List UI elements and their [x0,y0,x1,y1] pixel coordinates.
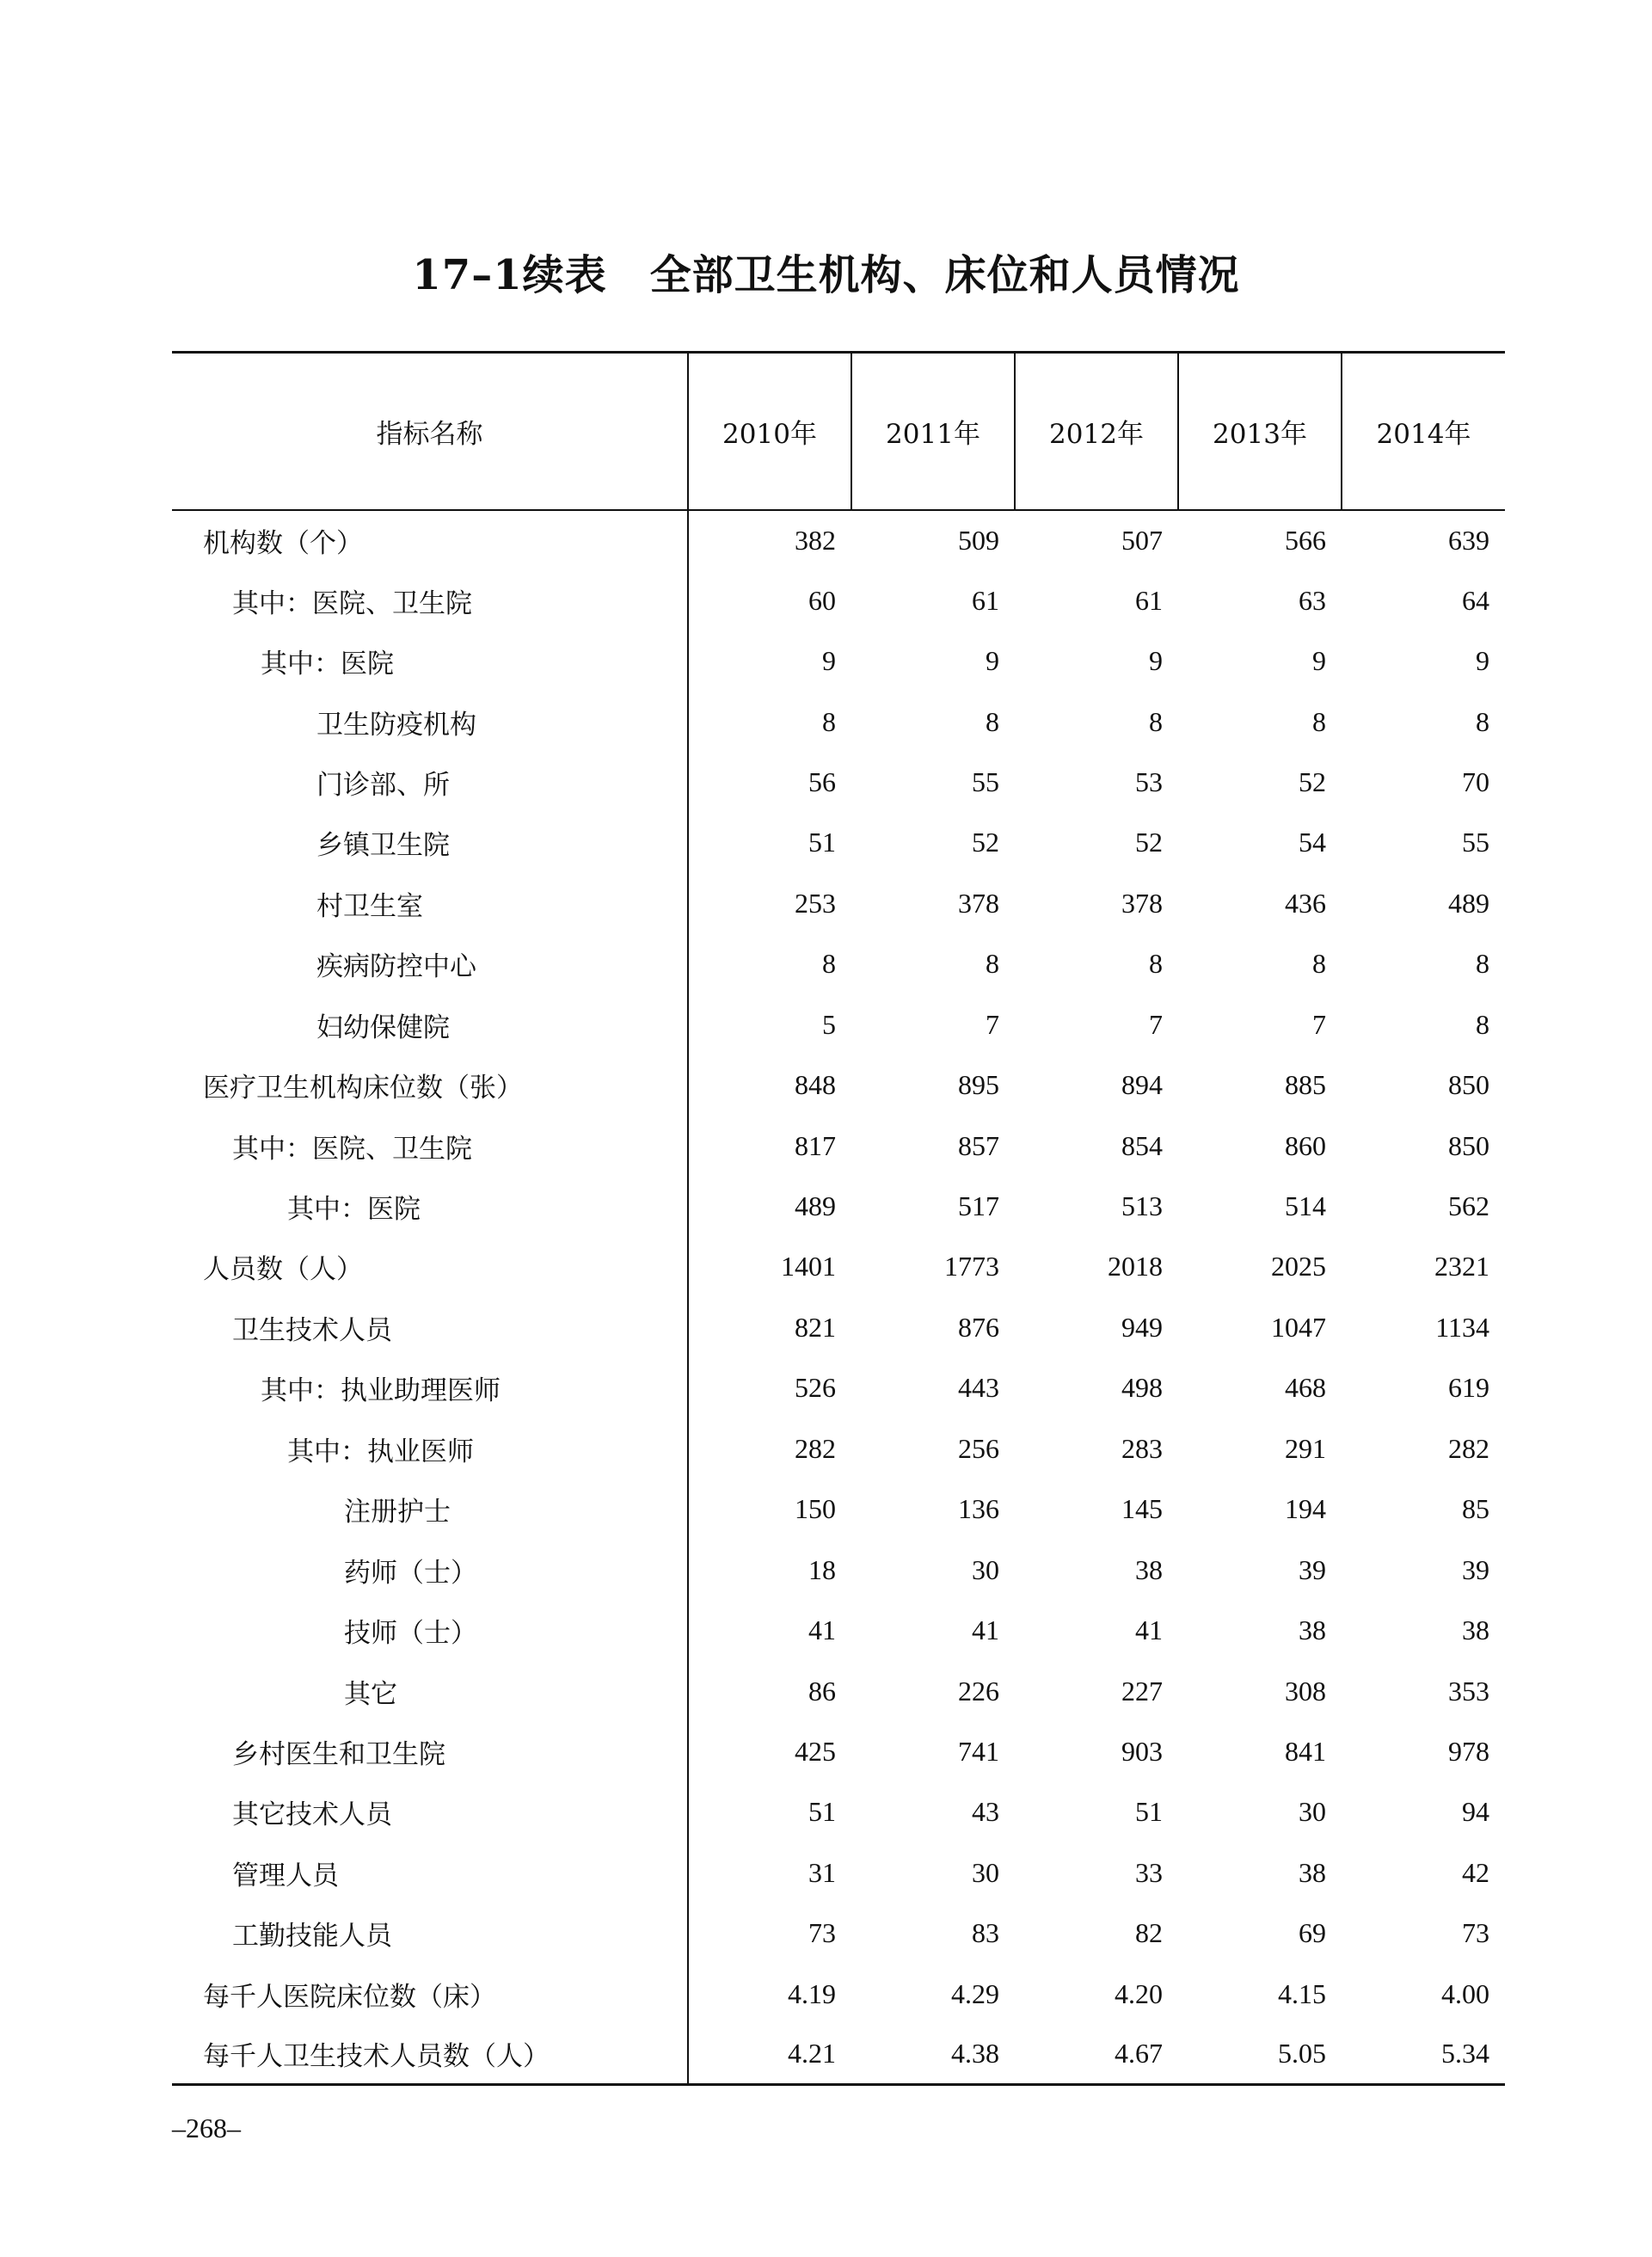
table-body [172,510,1505,2085]
table-row [172,1418,1505,1479]
cell-value: 56 [808,766,836,797]
cell-value: 55 [972,766,999,797]
row-indicator-name: 妇幼保健院 [172,994,688,1055]
cell-value: 94 [1462,1796,1489,1828]
cell-value: 5.34 [1342,2024,1505,2084]
cell-value: 5.05 [1178,2024,1342,2084]
cell-value: 227 [1121,1675,1163,1707]
cell-value: 517 [958,1190,999,1222]
cell-value: 136 [958,1493,999,1525]
cell-value: 9 [986,645,999,677]
cell-value: 4.15 [1278,1977,1326,2009]
cell-value: 9 [1312,645,1326,677]
cell-value: 38 [1135,1553,1163,1585]
cell-value: 51 [808,1796,836,1828]
row-indicator-name: 其中：医院、卫生院 [172,570,688,630]
cell-value: 443 [958,1372,999,1404]
cell-value: 2018 [1108,1251,1163,1282]
cell-value: 526 [795,1372,836,1404]
table-row [172,1842,1505,1903]
statistics-table-container [172,351,1505,2086]
page-number: –268– [172,2112,241,2143]
cell-value: 857 [958,1129,999,1161]
cell-value: 253 [795,887,836,919]
cell-value: 860 [1285,1129,1326,1161]
cell-value: 64 [1462,584,1489,616]
cell-value: 566 [1285,524,1326,556]
cell-value: 817 [795,1129,836,1161]
cell-value: 4.20 [1115,1977,1163,2009]
cell-value: 8 [822,948,836,980]
cell-value: 821 [795,1311,836,1343]
cell-value: 42 [1462,1856,1489,1888]
row-indicator-name: 其中：医院 [172,1176,688,1236]
cell-value: 41 [1135,1614,1163,1646]
cell-value: 30 [1299,1796,1326,1828]
table-row [172,813,1505,873]
cell-value: 52 [1299,766,1326,797]
row-indicator-name: 其它 [172,1661,688,1721]
table-row [172,1237,1505,1297]
cell-value: 562 [1448,1190,1489,1222]
table-row [172,1358,1505,1418]
table-row [172,934,1505,994]
row-indicator-name: 注册护士 [172,1479,688,1540]
table-row [172,692,1505,752]
cell-value: 51 [808,827,836,858]
cell-value: 850 [1448,1069,1489,1101]
cell-value: 38 [1462,1614,1489,1646]
table-row [172,1479,1505,1540]
cell-value: 2025 [1271,1251,1326,1282]
table-row [172,630,1505,691]
row-indicator-name: 工勤技能人员 [172,1903,688,1964]
cell-value: 282 [795,1432,836,1464]
header-year-2010: 2010年 [688,353,851,510]
cell-value: 885 [1285,1069,1326,1101]
cell-value: 18 [808,1553,836,1585]
header-year-2011: 2011年 [851,353,1015,510]
cell-value: 60 [808,584,836,616]
table-row [172,510,1505,570]
cell-value: 61 [1135,584,1163,616]
cell-value: 8 [1476,1008,1489,1040]
cell-value: 1047 [1271,1311,1326,1343]
row-indicator-name: 医疗卫生机构床位数（张） [172,1055,688,1115]
cell-value: 52 [1135,827,1163,858]
cell-value: 30 [972,1856,999,1888]
cell-value: 850 [1448,1129,1489,1161]
row-indicator-name: 技师（士） [172,1600,688,1660]
table-row [172,1964,1505,2024]
cell-value: 2321 [1434,1251,1489,1282]
table-header-row [172,353,1505,510]
cell-value: 55 [1462,827,1489,858]
row-indicator-name: 其中：医院 [172,630,688,691]
cell-value: 54 [1299,827,1326,858]
cell-value: 282 [1448,1432,1489,1464]
cell-value: 41 [808,1614,836,1646]
cell-value: 9 [1149,645,1163,677]
cell-value: 895 [958,1069,999,1101]
cell-value: 4.29 [951,1977,999,2009]
cell-value: 308 [1285,1675,1326,1707]
page-title [0,249,1652,301]
cell-value: 4.38 [851,2024,1015,2084]
row-indicator-name: 乡镇卫生院 [172,813,688,873]
cell-value: 854 [1121,1129,1163,1161]
table-row [172,1540,1505,1600]
row-indicator-name: 其中：执业医师 [172,1418,688,1479]
cell-value: 43 [972,1796,999,1828]
cell-value: 8 [1149,948,1163,980]
cell-value: 514 [1285,1190,1326,1222]
table-row [172,1600,1505,1660]
cell-value: 7 [1149,1008,1163,1040]
cell-value: 509 [958,524,999,556]
cell-value: 226 [958,1675,999,1707]
cell-value: 513 [1121,1190,1163,1222]
cell-value: 741 [958,1735,999,1767]
cell-value: 8 [1312,705,1326,737]
cell-value: 949 [1121,1311,1163,1343]
cell-value: 8 [986,948,999,980]
row-indicator-name: 卫生防疫机构 [172,692,688,752]
cell-value: 848 [795,1069,836,1101]
cell-value: 378 [958,887,999,919]
cell-value: 489 [1448,887,1489,919]
table-row [172,570,1505,630]
cell-value: 31 [808,1856,836,1888]
cell-value: 41 [972,1614,999,1646]
cell-value: 70 [1462,766,1489,797]
cell-value: 33 [1135,1856,1163,1888]
row-indicator-name: 其它技术人员 [172,1782,688,1842]
row-indicator-name: 药师（士） [172,1540,688,1600]
cell-value: 82 [1135,1917,1163,1949]
header-year-2013: 2013年 [1178,353,1342,510]
cell-value: 69 [1299,1917,1326,1949]
statistics-table [172,351,1505,2086]
cell-value: 7 [1312,1008,1326,1040]
table-row [172,2024,1505,2084]
table-row [172,994,1505,1055]
cell-value: 61 [972,584,999,616]
cell-value: 876 [958,1311,999,1343]
row-indicator-name: 其中：医院、卫生院 [172,1116,688,1176]
cell-value: 63 [1299,584,1326,616]
table-row [172,1055,1505,1115]
cell-value: 73 [1462,1917,1489,1949]
cell-value: 903 [1121,1735,1163,1767]
cell-value: 85 [1462,1493,1489,1525]
table-row [172,1297,1505,1357]
cell-value: 468 [1285,1372,1326,1404]
header-year-2012: 2012年 [1015,353,1178,510]
cell-value: 8 [1476,705,1489,737]
cell-value: 38 [1299,1856,1326,1888]
cell-value: 619 [1448,1372,1489,1404]
cell-value: 51 [1135,1796,1163,1828]
cell-value: 507 [1121,524,1163,556]
cell-value: 353 [1448,1675,1489,1707]
cell-value: 639 [1448,524,1489,556]
cell-value: 5 [822,1008,836,1040]
cell-value: 83 [972,1917,999,1949]
cell-value: 53 [1135,766,1163,797]
cell-value: 498 [1121,1372,1163,1404]
table-row [172,752,1505,812]
cell-value: 150 [795,1493,836,1525]
row-indicator-name: 每千人卫生技术人员数（人） [172,2024,688,2084]
cell-value: 382 [795,524,836,556]
cell-value: 4.00 [1441,1977,1489,2009]
table-row [172,873,1505,933]
cell-value: 1401 [781,1251,836,1282]
row-indicator-name: 村卫生室 [172,873,688,933]
cell-value: 978 [1448,1735,1489,1767]
cell-value: 841 [1285,1735,1326,1767]
table-row [172,1176,1505,1236]
row-indicator-name: 人员数（人） [172,1237,688,1297]
cell-value: 436 [1285,887,1326,919]
cell-value: 9 [822,645,836,677]
cell-value: 378 [1121,887,1163,919]
cell-value: 4.19 [788,1977,836,2009]
cell-value: 283 [1121,1432,1163,1464]
cell-value: 145 [1121,1493,1163,1525]
cell-value: 256 [958,1432,999,1464]
cell-value: 8 [986,705,999,737]
cell-value: 52 [972,827,999,858]
cell-value: 7 [986,1008,999,1040]
cell-value: 8 [1149,705,1163,737]
cell-value: 9 [1476,645,1489,677]
header-year-2014: 2014年 [1342,353,1505,510]
row-indicator-name: 每千人医院床位数（床） [172,1964,688,2024]
cell-value: 73 [808,1917,836,1949]
row-indicator-name: 疾病防控中心 [172,934,688,994]
table-title: 全部卫生机构、床位和人员情况 [649,251,1240,299]
cell-value: 291 [1285,1432,1326,1464]
table-row [172,1721,1505,1781]
cell-value: 489 [795,1190,836,1222]
cell-value: 4.67 [1015,2024,1178,2084]
cell-value: 8 [1476,948,1489,980]
cell-value: 39 [1299,1553,1326,1585]
cell-value: 39 [1462,1553,1489,1585]
table-row [172,1116,1505,1176]
row-indicator-name: 卫生技术人员 [172,1297,688,1357]
cell-value: 86 [808,1675,836,1707]
row-indicator-name: 乡村医生和卫生院 [172,1721,688,1781]
cell-value: 38 [1299,1614,1326,1646]
cell-value: 30 [972,1553,999,1585]
table-code: 17–1续表 [412,251,607,299]
row-indicator-name: 其中：执业助理医师 [172,1358,688,1418]
row-indicator-name: 门诊部、所 [172,752,688,812]
cell-value: 8 [822,705,836,737]
table-row [172,1903,1505,1964]
cell-value: 425 [795,1735,836,1767]
table-row [172,1661,1505,1721]
cell-value: 1773 [944,1251,999,1282]
cell-value: 8 [1312,948,1326,980]
header-indicator-name: 指标名称 [172,353,688,510]
cell-value: 894 [1121,1069,1163,1101]
cell-value: 4.21 [688,2024,851,2084]
cell-value: 1134 [1435,1311,1489,1343]
row-indicator-name: 机构数（个） [172,510,688,570]
row-indicator-name: 管理人员 [172,1842,688,1903]
cell-value: 194 [1285,1493,1326,1525]
table-row [172,1782,1505,1842]
